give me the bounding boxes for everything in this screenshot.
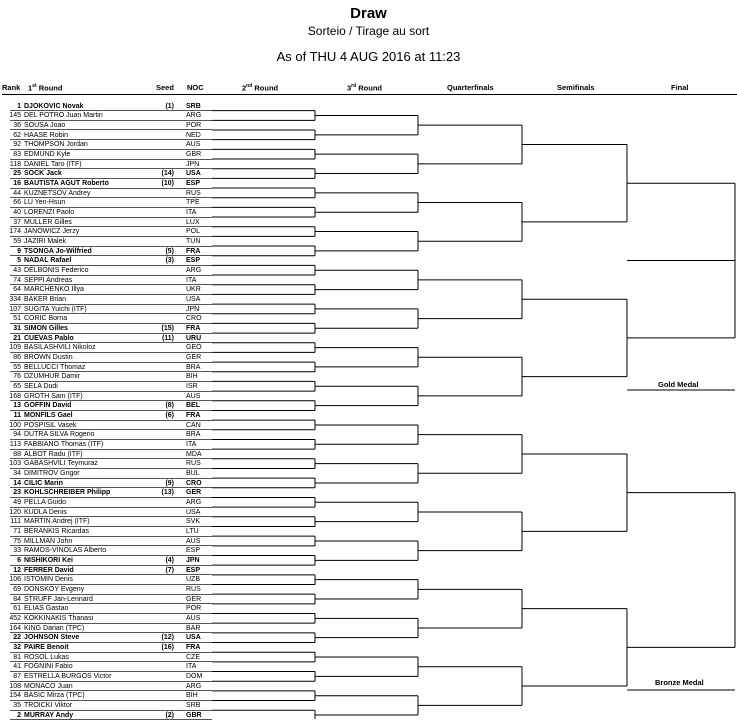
player-rank: 13 bbox=[13, 402, 21, 410]
header-first-round: 1st Round bbox=[28, 83, 63, 93]
player-rank: 81 bbox=[13, 653, 21, 661]
player-rank: 16 bbox=[13, 179, 21, 187]
player-noc: USA bbox=[186, 295, 201, 303]
player-name: MONFILS Gael bbox=[24, 411, 73, 419]
player-rank: 111 bbox=[10, 518, 21, 526]
player-noc: JPN bbox=[186, 556, 200, 564]
header-second-round: 2nd Round bbox=[242, 83, 279, 93]
player-seed: (5) bbox=[165, 247, 174, 255]
player-name: DEL POTRO Juan Martin bbox=[24, 112, 103, 120]
player-rank: 62 bbox=[13, 131, 21, 139]
player-rank: 43 bbox=[13, 266, 21, 274]
player-name: STRUFF Jan-Lennard bbox=[24, 595, 93, 603]
player-name: ALBOT Radu (ITF) bbox=[24, 450, 83, 458]
player-noc: TPE bbox=[186, 199, 200, 207]
player-rank: 83 bbox=[13, 150, 21, 158]
player-noc: BIH bbox=[186, 692, 198, 700]
player-name: FERRER David bbox=[24, 566, 74, 574]
player-rank: 74 bbox=[13, 276, 21, 284]
player-name: CORIC Borna bbox=[24, 315, 68, 323]
player-rank: 35 bbox=[13, 702, 21, 710]
player-rank: 64 bbox=[13, 286, 21, 294]
player-rank: 36 bbox=[13, 121, 21, 129]
player-name: BAKER Brian bbox=[24, 295, 67, 303]
player-rank: 94 bbox=[13, 431, 21, 439]
player-name: DONSKOY Evgeny bbox=[24, 586, 85, 593]
player-noc: CZE bbox=[186, 653, 200, 661]
player-noc: CAN bbox=[186, 421, 201, 429]
player-noc: AUS bbox=[186, 141, 201, 149]
player-noc: UKR bbox=[186, 286, 201, 294]
player-name: POSPISIL Vasek bbox=[24, 421, 77, 429]
player-rank: 6 bbox=[17, 556, 21, 564]
player-noc: DOM bbox=[186, 673, 203, 681]
player-rank: 76 bbox=[13, 373, 21, 381]
player-noc: JPN bbox=[186, 160, 200, 168]
player-noc: ITA bbox=[186, 440, 197, 448]
as-of-timestamp: As of THU 4 AUG 2016 at 11:23 bbox=[276, 49, 461, 64]
player-name: ISTOMIN Denis bbox=[24, 576, 73, 584]
player-rank: 108 bbox=[9, 682, 21, 690]
player-name: NISHIKORI Kei bbox=[24, 556, 74, 564]
header-seed: Seed bbox=[156, 83, 174, 92]
player-noc: ARG bbox=[186, 498, 202, 506]
player-rank: 51 bbox=[13, 315, 21, 323]
player-noc: BRA bbox=[186, 431, 201, 439]
player-rank: 145 bbox=[9, 112, 21, 120]
player-noc: ITA bbox=[186, 208, 197, 216]
player-name: DIMITROV Grigor bbox=[24, 469, 80, 477]
player-name: BASILASHVILI Nikoloz bbox=[24, 344, 96, 352]
player-seed: (13) bbox=[161, 489, 174, 497]
player-noc: BIH bbox=[186, 373, 198, 381]
bronze-medal-label: Bronze Medal bbox=[655, 678, 704, 687]
player-noc: RUS bbox=[186, 189, 201, 197]
player-seed: (10) bbox=[161, 179, 174, 187]
header-semifinals: Semifinals bbox=[557, 83, 595, 92]
player-noc: GBR bbox=[186, 711, 202, 719]
player-rank: 9 bbox=[17, 247, 21, 255]
player-rank: 334 bbox=[9, 295, 21, 303]
player-noc: BUL bbox=[186, 469, 200, 477]
player-seed: (1) bbox=[165, 102, 174, 110]
player-rank: 109 bbox=[9, 344, 21, 352]
player-seed: (7) bbox=[165, 566, 174, 574]
player-name: GROTH Sam (ITF) bbox=[24, 392, 83, 400]
player-rank: 49 bbox=[13, 498, 21, 506]
player-rank: 107 bbox=[9, 305, 21, 313]
player-noc: SRB bbox=[186, 102, 201, 110]
player-name: JANOWICZ Jerzy bbox=[24, 228, 80, 236]
player-rank: 32 bbox=[13, 644, 21, 652]
player-rank: 55 bbox=[13, 363, 21, 371]
header-quarterfinals: Quarterfinals bbox=[447, 83, 494, 92]
player-name: EDMUND Kyle bbox=[24, 150, 71, 158]
player-seed: (14) bbox=[161, 170, 174, 178]
player-rank: 66 bbox=[13, 199, 21, 207]
player-rank: 31 bbox=[13, 324, 21, 332]
player-name: BASIC Mirza (TPC) bbox=[24, 692, 85, 700]
player-noc: ARG bbox=[186, 112, 202, 120]
player-rank: 92 bbox=[13, 141, 21, 149]
player-rank: 118 bbox=[9, 160, 21, 168]
player-noc: SVK bbox=[186, 518, 201, 526]
player-name: BELLUCCI Thomaz bbox=[24, 363, 86, 371]
player-name: RAMOS-VINOLAS Alberto bbox=[24, 547, 107, 555]
player-noc: UZB bbox=[186, 576, 200, 584]
player-seed: (8) bbox=[165, 402, 174, 410]
player-name: SUGITA Yuichi (ITF) bbox=[24, 305, 87, 313]
player-name: JAZIRI Malek bbox=[24, 237, 67, 245]
player-rank: 12 bbox=[13, 566, 21, 574]
player-rank: 106 bbox=[9, 576, 21, 584]
player-noc: FRA bbox=[186, 411, 201, 419]
player-name: MARTIN Andrej (ITF) bbox=[24, 518, 90, 526]
header-rank: Rank bbox=[2, 83, 21, 92]
player-noc: GEO bbox=[186, 344, 202, 352]
player-seed: (11) bbox=[161, 334, 174, 342]
player-name: ELIAS Gastao bbox=[24, 605, 69, 613]
player-rank: 44 bbox=[13, 189, 21, 197]
player-rank: 100 bbox=[9, 421, 21, 429]
player-noc: USA bbox=[186, 170, 201, 178]
player-name: GOFFIN David bbox=[24, 402, 72, 410]
player-noc: FRA bbox=[186, 247, 201, 255]
player-name: ROSOL Lukas bbox=[24, 653, 69, 661]
player-rank: 5 bbox=[17, 257, 21, 265]
player-noc: SRB bbox=[186, 702, 201, 710]
player-name: KING Darian (TPC) bbox=[24, 624, 85, 632]
header-final: Final bbox=[671, 83, 689, 92]
player-noc: RUS bbox=[186, 460, 201, 468]
player-noc: ARG bbox=[186, 266, 202, 274]
player-name: SOCK Jack bbox=[24, 170, 62, 178]
player-seed: (3) bbox=[165, 257, 174, 265]
player-rank: 2 bbox=[17, 711, 21, 719]
player-seed: (16) bbox=[161, 644, 174, 652]
player-name: DELBONIS Federico bbox=[24, 266, 89, 274]
player-noc: AUS bbox=[186, 615, 201, 622]
player-name: LORENZI Paolo bbox=[24, 208, 75, 216]
player-noc: GER bbox=[186, 353, 202, 361]
player-name: GABASHVILI Teymuraz bbox=[24, 460, 98, 468]
player-seed: (12) bbox=[161, 634, 174, 642]
player-name: MONACO Juan bbox=[24, 682, 73, 690]
player-name: KUDLA Denis bbox=[24, 508, 67, 516]
player-name: HAASE Robin bbox=[24, 131, 68, 139]
player-name: JOHNSON Steve bbox=[24, 634, 80, 642]
player-seed: (2) bbox=[165, 711, 174, 719]
player-rank: 41 bbox=[13, 663, 21, 671]
player-name: ESTRELLA BURGOS Victor bbox=[24, 673, 112, 681]
player-noc: USA bbox=[186, 634, 201, 642]
player-name: MILLMAN John bbox=[24, 537, 73, 545]
player-rank: 21 bbox=[13, 334, 21, 342]
player-rank: 84 bbox=[13, 595, 21, 603]
player-noc: GER bbox=[186, 595, 202, 603]
player-rank: 86 bbox=[13, 353, 21, 361]
page-title: Draw bbox=[350, 5, 387, 22]
player-noc: ARG bbox=[186, 682, 202, 690]
gold-medal-label: Gold Medal bbox=[658, 380, 699, 389]
player-name: TROICKI Viktor bbox=[24, 702, 73, 710]
player-name: NADAL Rafael bbox=[24, 257, 72, 265]
player-noc: URU bbox=[186, 334, 202, 342]
player-rank: 22 bbox=[13, 634, 21, 642]
player-name: BERANKIS Ricardas bbox=[24, 527, 89, 535]
player-seed: (6) bbox=[165, 411, 174, 419]
player-rank: 11 bbox=[13, 411, 21, 419]
player-name: PELLA Guido bbox=[24, 498, 67, 506]
player-name: MURRAY Andy bbox=[24, 711, 74, 719]
player-rank: 40 bbox=[13, 208, 21, 216]
player-name: FABBIANO Thomas (ITF) bbox=[24, 440, 104, 448]
player-name: TSONGA Jo-Wilfried bbox=[24, 247, 92, 255]
player-noc: ESP bbox=[186, 179, 201, 187]
player-noc: POL bbox=[186, 228, 201, 236]
player-name: DANIEL Taro (ITF) bbox=[24, 160, 82, 168]
player-rank: 452 bbox=[9, 615, 21, 622]
player-noc: LTU bbox=[186, 527, 199, 535]
header-third-round: 3rd Round bbox=[347, 83, 382, 93]
player-name: MULLER Gilles bbox=[24, 218, 72, 226]
player-name: SELA Dudi bbox=[24, 382, 58, 390]
player-rank: 69 bbox=[13, 586, 21, 593]
player-name: CILIC Marin bbox=[24, 479, 63, 487]
player-rank: 168 bbox=[9, 392, 21, 400]
player-noc: POR bbox=[186, 605, 202, 613]
player-rank: 87 bbox=[13, 673, 21, 681]
player-rank: 174 bbox=[9, 228, 21, 236]
player-name: FOGNINI Fabio bbox=[24, 663, 73, 671]
player-name: THOMPSON Jordan bbox=[24, 141, 88, 149]
player-name: KUZNETSOV Andrey bbox=[24, 189, 91, 197]
player-noc: ESP bbox=[186, 547, 201, 555]
player-noc: BEL bbox=[186, 402, 200, 410]
player-seed: (15) bbox=[161, 324, 174, 332]
player-noc: USA bbox=[186, 508, 201, 516]
player-noc: POR bbox=[186, 121, 202, 129]
player-rank: 14 bbox=[13, 479, 21, 487]
player-name: BROWN Dustin bbox=[24, 353, 73, 361]
player-name: KOHLSCHREIBER Philipp bbox=[24, 489, 111, 497]
player-noc: ESP bbox=[186, 257, 201, 265]
player-noc: FRA bbox=[186, 644, 201, 652]
page-subtitle: Sorteio / Tirage au sort bbox=[307, 24, 430, 38]
player-rank: 88 bbox=[13, 450, 21, 458]
player-noc: AUS bbox=[186, 392, 201, 400]
player-rank: 75 bbox=[13, 537, 21, 545]
player-noc: GBR bbox=[186, 150, 202, 158]
player-rank: 37 bbox=[13, 218, 21, 226]
player-name: SOUSA Joao bbox=[24, 121, 66, 129]
player-rank: 164 bbox=[9, 624, 21, 632]
player-rank: 34 bbox=[13, 469, 21, 477]
player-seed: (4) bbox=[165, 556, 174, 564]
player-noc: ESP bbox=[186, 566, 201, 574]
player-rank: 65 bbox=[13, 382, 21, 390]
player-noc: ISR bbox=[186, 382, 198, 390]
player-noc: CRO bbox=[186, 315, 202, 323]
player-rank: 61 bbox=[13, 605, 21, 613]
player-noc: NED bbox=[186, 131, 201, 139]
player-name: DZUMHUR Damir bbox=[24, 373, 80, 381]
player-rank: 59 bbox=[13, 237, 21, 245]
player-rank: 1 bbox=[17, 102, 21, 110]
player-rank: 120 bbox=[9, 508, 21, 516]
player-rank: 154 bbox=[9, 692, 21, 700]
player-noc: RUS bbox=[186, 586, 201, 593]
player-rank: 33 bbox=[13, 547, 21, 555]
player-noc: BRA bbox=[186, 363, 201, 371]
player-rank: 103 bbox=[9, 460, 21, 468]
player-name: PAIRE Benoit bbox=[24, 644, 69, 652]
player-noc: GER bbox=[186, 489, 202, 497]
player-noc: FRA bbox=[186, 324, 201, 332]
player-name: DUTRA SILVA Rogerio bbox=[24, 431, 95, 439]
player-rank: 71 bbox=[13, 527, 21, 535]
player-noc: BAR bbox=[186, 624, 201, 632]
player-noc: ITA bbox=[186, 276, 197, 284]
player-rank: 113 bbox=[9, 440, 21, 448]
player-noc: TUN bbox=[186, 237, 201, 245]
player-name: BAUTISTA AGUT Roberto bbox=[24, 179, 109, 187]
player-name: CUEVAS Pablo bbox=[24, 334, 74, 342]
player-name: KOKKINAKIS Thanasi bbox=[24, 615, 94, 622]
player-rank: 23 bbox=[13, 489, 21, 497]
player-noc: MDA bbox=[186, 450, 202, 458]
header-noc: NOC bbox=[187, 83, 204, 92]
player-noc: ITA bbox=[186, 663, 197, 671]
player-noc: AUS bbox=[186, 537, 201, 545]
player-name: LU Yen-Hsun bbox=[24, 199, 66, 207]
player-noc: CRO bbox=[186, 479, 202, 487]
player-seed: (9) bbox=[165, 479, 174, 487]
player-name: DJOKOVIC Novak bbox=[24, 102, 84, 110]
player-name: SEPPI Andreas bbox=[24, 276, 73, 284]
player-noc: LUX bbox=[186, 218, 200, 226]
player-noc: JPN bbox=[186, 305, 200, 313]
player-rank: 25 bbox=[13, 170, 21, 178]
player-name: MARCHENKO Illya bbox=[24, 286, 84, 294]
player-name: SIMON Gilles bbox=[24, 324, 68, 332]
